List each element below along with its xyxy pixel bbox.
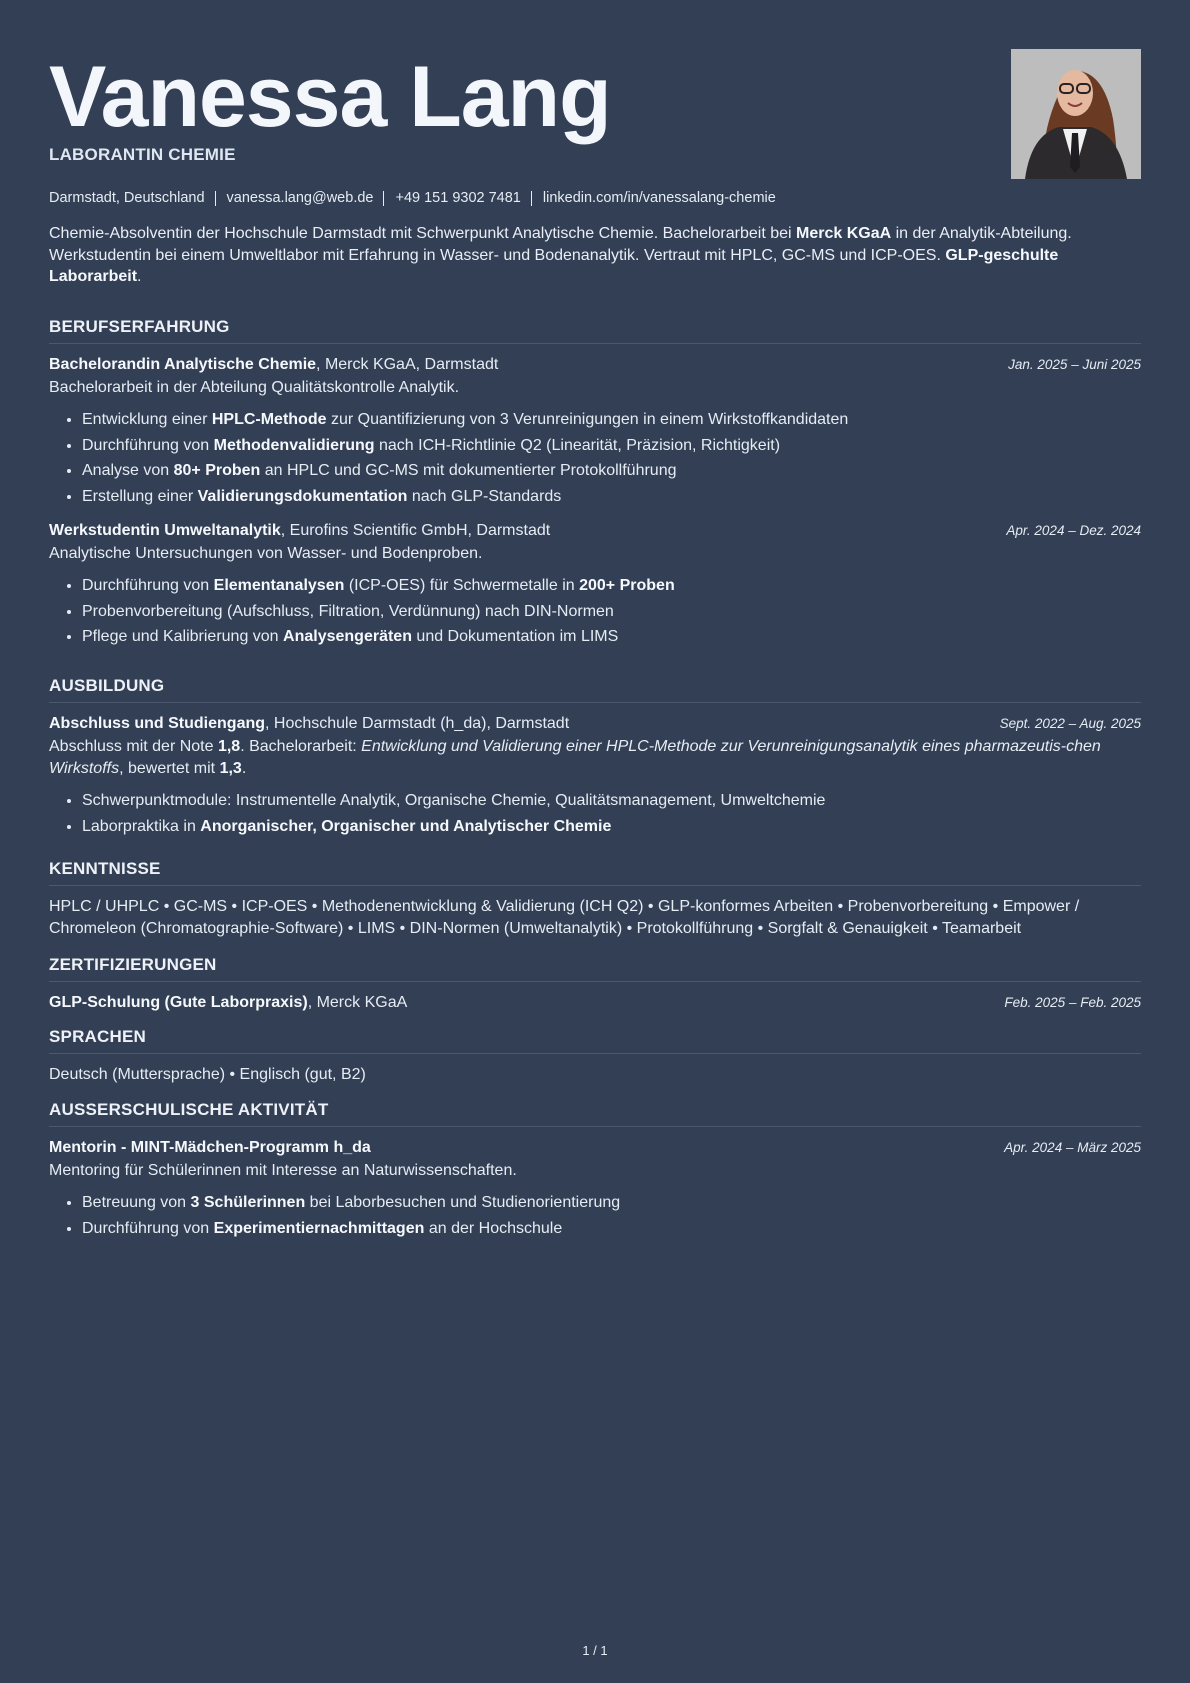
education-description: Abschluss mit der Note 1,8. Bachelorarbeit: Entwicklung und Validierung einer HPLC-Methode zur Verunreinigungsanalytik eines pharmazeutis-chen Wirkstoffs, bewertet mit 1,3. [49,738,1101,777]
resume-page [49,0,1141,1237]
job-entry [49,354,1141,509]
location-text: Darmstadt, Deutschland [49,190,205,206]
education-section [49,676,1141,839]
list-item: • Durchführung von Methodenvalidierung nach ICH-Richtlinie Q2 (Linearität, Präzision, Richtigkeit) [82,433,1141,459]
job-heading [49,354,1141,375]
certifications-section [49,955,1141,1013]
divider [383,191,384,206]
summary-text: . [137,268,142,285]
profile-summary [49,223,1141,288]
activity-name: Mentorin - MINT-Mädchen-Programm h_da [49,1139,371,1156]
list-item: • Entwicklung einer HPLC-Methode zur Quantifizierung von 3 Verunreinigungen in einem Wirkstoffkandidaten [82,407,1141,433]
activity-bullets [49,1190,1141,1241]
summary-text: Chemie-Absolventin der Hochschule Darmstadt mit Schwerpunkt Analytische Chemie. Bachelorarbeit bei [49,225,797,242]
person-name: Vanessa Lang [49,49,611,145]
job-bullets [49,407,1141,509]
list-item: • Durchführung von Experimentiernachmittagen an der Hochschule [82,1216,1141,1242]
job-heading [49,520,1141,541]
job-org: , Merck KGaA, Darmstadt [316,356,499,373]
job-position: Werkstudentin Umweltanalytik [49,522,281,539]
section-title: AUSSERSCHULISCHE AKTIVITÄT [49,1100,1141,1127]
activities-section [49,1100,1141,1241]
job-org: , Eurofins Scientific GmbH, Darmstadt [280,522,551,539]
phone-text: +49 151 9302 7481 [395,190,521,206]
certification-org: , Merck KGaA [307,994,408,1011]
activity-heading [49,1137,1141,1158]
list-item: • Analyse von 80+ Proben an HPLC und GC-MS mit dokumentierter Protokollführung [82,458,1141,484]
experience-section [49,317,1141,650]
job-title: LABORANTIN CHEMIE [49,145,236,164]
skills-list: HPLC / UHPLC • GC-MS • ICP-OES • Methodenentwicklung & Validierung (ICH Q2) • GLP-konformes Arbeiten • Probenvorbereitung • Empower / Chromeleon (Chromatographie-Software) • LIMS • DIN-Normen (Umweltanalytik) • Protokollführung • Sorgfalt & Genauigkeit • Teamarbeit [49,898,1080,937]
divider [215,191,216,206]
education-heading [49,713,1141,734]
summary-text: in der Analytik-Abteilung. Werkstudentin bei einem Umweltlabor mit Erfahrung in Wasser- und Bodenanalytik. Vertraut mit HPLC, GC-MS und ICP-OES. [49,225,1072,264]
activity-description: Mentoring für Schülerinnen mit Interesse an Naturwissenschaften. [49,1162,517,1179]
profile-photo [1011,49,1141,179]
languages-section [49,1027,1141,1086]
contact-line [49,190,776,206]
activity-date: Apr. 2024 – März 2025 [1004,1140,1141,1155]
summary-highlight: Merck KGaA [796,225,892,242]
list-item: • Betreuung von 3 Schülerinnen bei Laborbesuchen und Studienorientierung [82,1190,1141,1216]
divider [531,191,532,206]
list-item: • Schwerpunktmodule: Instrumentelle Analytik, Organische Chemie, Qualitätsmanagement, Umweltchemie [82,788,1141,814]
section-title: ZERTIFIZIERUNGEN [49,955,1141,982]
education-date: Sept. 2022 – Aug. 2025 [999,716,1141,731]
list-item: • Laborpraktika in Anorganischer, Organischer und Analytischer Chemie [82,814,1141,840]
job-description: Bachelorarbeit in der Abteilung Qualitätskontrolle Analytik. [49,379,460,396]
resume-header [49,0,1141,285]
skills-section [49,859,1141,939]
list-item: • Probenvorbereitung (Aufschluss, Filtration, Verdünnung) nach DIN-Normen [82,599,1141,625]
job-bullets [49,573,1141,650]
email-link[interactable]: vanessa.lang@web.de [226,190,374,206]
languages-list: Deutsch (Muttersprache) • Englisch (gut, B2) [49,1066,366,1083]
page-number: 1 / 1 [582,1643,608,1658]
job-description: Analytische Untersuchungen von Wasser- und Bodenproben. [49,545,483,562]
job-date: Apr. 2024 – Dez. 2024 [1006,523,1141,538]
linkedin-link[interactable]: linkedin.com/in/vanessalang-chemie [542,190,776,206]
certification-date: Feb. 2025 – Feb. 2025 [1004,995,1141,1010]
section-title: SPRACHEN [49,1027,1141,1054]
summary-highlight: GLP-geschulte Laborarbeit [49,246,1059,285]
degree-name: Abschluss und Studiengang [49,715,266,732]
section-title: AUSBILDUNG [49,676,1141,703]
list-item: • Pflege und Kalibrierung von Analysengeräten und Dokumentation im LIMS [82,624,1141,650]
section-title: KENNTNISSE [49,859,1141,886]
list-item: • Erstellung einer Validierungsdokumentation nach GLP-Standards [82,484,1141,510]
section-title: BERUFSERFAHRUNG [49,317,1141,344]
job-date: Jan. 2025 – Juni 2025 [1008,357,1141,372]
education-bullets [49,788,1141,839]
school-name: , Hochschule Darmstadt (h_da), Darmstadt [265,715,570,732]
certification-name: GLP-Schulung (Gute Laborpraxis) [49,994,308,1011]
certification-entry [49,992,1141,1013]
job-position: Bachelorandin Analytische Chemie [49,356,317,373]
list-item: • Durchführung von Elementanalysen (ICP-OES) für Schwermetalle in 200+ Proben [82,573,1141,599]
job-entry [49,520,1141,650]
